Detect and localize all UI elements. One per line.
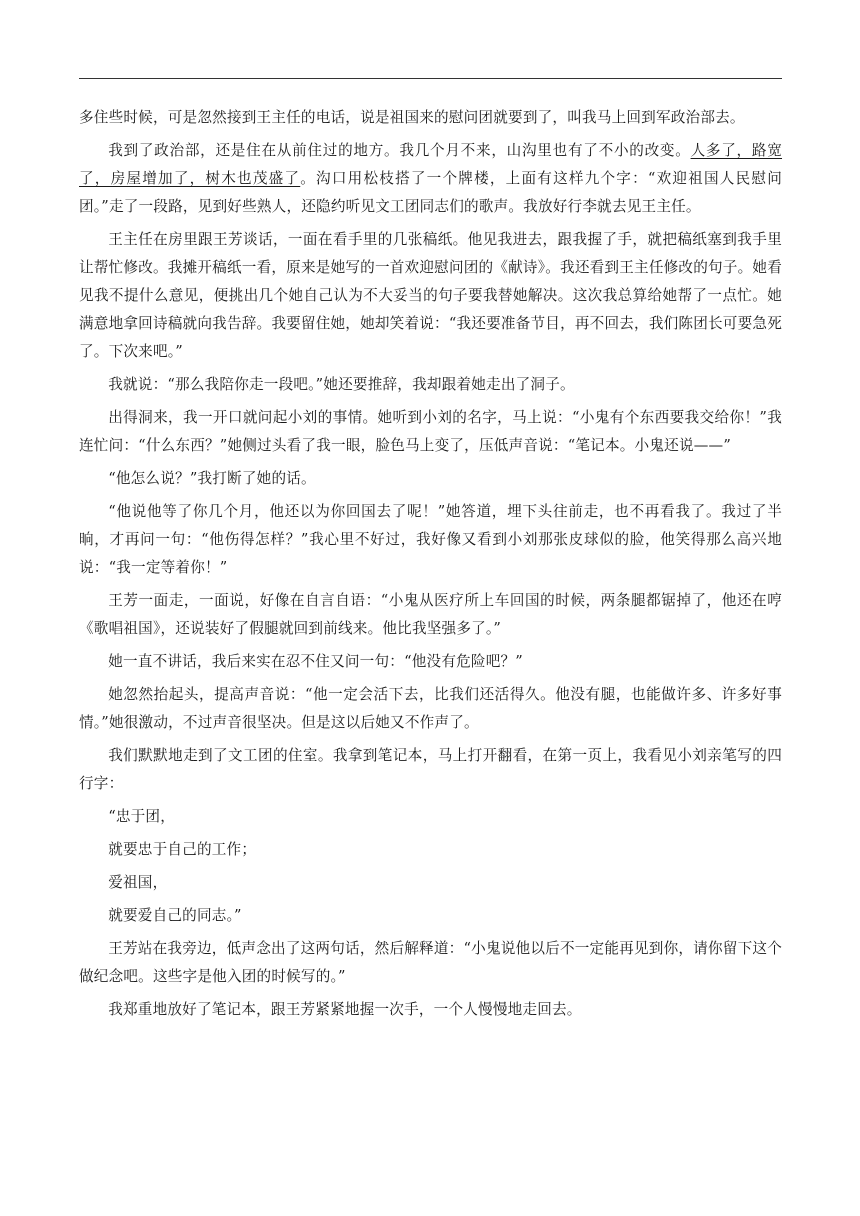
document-body	[79, 104, 782, 1029]
poem-line-3: 爱祖国，	[108, 874, 168, 891]
poem-line-4: 就要爱自己的同志。”	[108, 907, 242, 924]
paragraph-2-after: 。沟口用松枝搭了一个牌楼，上面有这样九个字：“欢迎祖国人民慰问团。”走了一段路，见到好些熟人，还隐约听见文工团同志们的歌声。我放好行李就去见王主任。	[79, 170, 782, 215]
header-rule	[79, 78, 782, 79]
paragraph-4: 我就说：“那么我陪你走一段吧。”她还要推辞，我却跟着她走出了洞子。	[108, 376, 575, 393]
paragraph-2	[79, 137, 782, 221]
paragraph-9: 她一直不讲话，我后来实在忍不住又问一句：“他没有危险吧？”	[108, 653, 523, 670]
paragraph-1: 多住些时候，可是忽然接到王主任的电话，说是祖国来的慰问团就要到了，叫我马上回到军政治部去。	[79, 109, 745, 126]
underlined-phrase: 人多了，路宽了，房屋增加了，树木也茂盛了	[79, 142, 783, 187]
paragraph-16: 王芳站在我旁边，低声念出了这两句话，然后解释道：“小鬼说他以后不一定能再见到你，请你留下这个做纪念吧。这些字是他入团的时候写的。”	[79, 940, 782, 985]
paragraph-17: 我郑重地放好了笔记本，跟王芳紧紧地握一次手，一个人慢慢地走回去。	[108, 1001, 582, 1018]
paragraph-7: “他说他等了你几个月，他还以为你回国去了呢！”她答道，埋下头往前走，也不再看我了。我过了半晌，才再问一句：“他伤得怎样？”我心里不好过，我好像又看到小刘那张皮球似的脸，他笑得那么高兴地说：“我一定等着你！”	[79, 503, 782, 576]
paragraph-11: 我们默默地走到了文工团的住室。我拿到笔记本，马上打开翻看，在第一页上，我看见小刘亲笔写的四行字：	[79, 747, 782, 792]
paragraph-8: 王芳一面走，一面说，好像在自言自语：“小鬼从医疗所上车回国的时候，两条腿都锯掉了，他还在哼《歌唱祖国》，还说装好了假腿就回到前线来。他比我坚强多了。”	[79, 592, 782, 637]
paragraph-10: 她忽然抬起头，提高声音说：“他一定会活下去，比我们还活得久。他没有腿，也能做许多、许多好事情。”她很激动，不过声音很坚决。但是这以后她又不作声了。	[79, 686, 782, 731]
paragraph-5: 出得洞来，我一开口就问起小刘的事情。她听到小刘的名字，马上说：“小鬼有个东西要我交给你！”我连忙问：“什么东西？”她侧过头看了我一眼，脸色马上变了，压低声音说：“笔记本。小鬼还说——”	[79, 409, 782, 454]
paragraph-6: “他怎么说？”我打断了她的话。	[108, 470, 316, 487]
poem-line-2: 就要忠于自己的工作；	[108, 841, 257, 858]
paragraph-2-before: 我到了政治部，还是住在从前住过的地方。我几个月不来，山沟里也有了不小的改变。	[108, 142, 691, 159]
poem-line-1: “忠于团，	[108, 808, 176, 825]
paragraph-3: 王主任在房里跟王芳谈话，一面在看手里的几张稿纸。他见我进去，跟我握了手，就把稿纸塞到我手里让帮忙修改。我摊开稿纸一看，原来是她写的一首欢迎慰问团的《献诗》。我还看到王主任修改的句子。她看见我不提什么意见，便挑出几个她自己认为不大妥当的句子要我替她解决。这次我总算给她帮了一点忙。她满意地拿回诗稿就向我告辞。我要留住她，她却笑着说：“我还要准备节目，再不回去，我们陈团长可要急死了。下次来吧。”	[79, 231, 782, 360]
